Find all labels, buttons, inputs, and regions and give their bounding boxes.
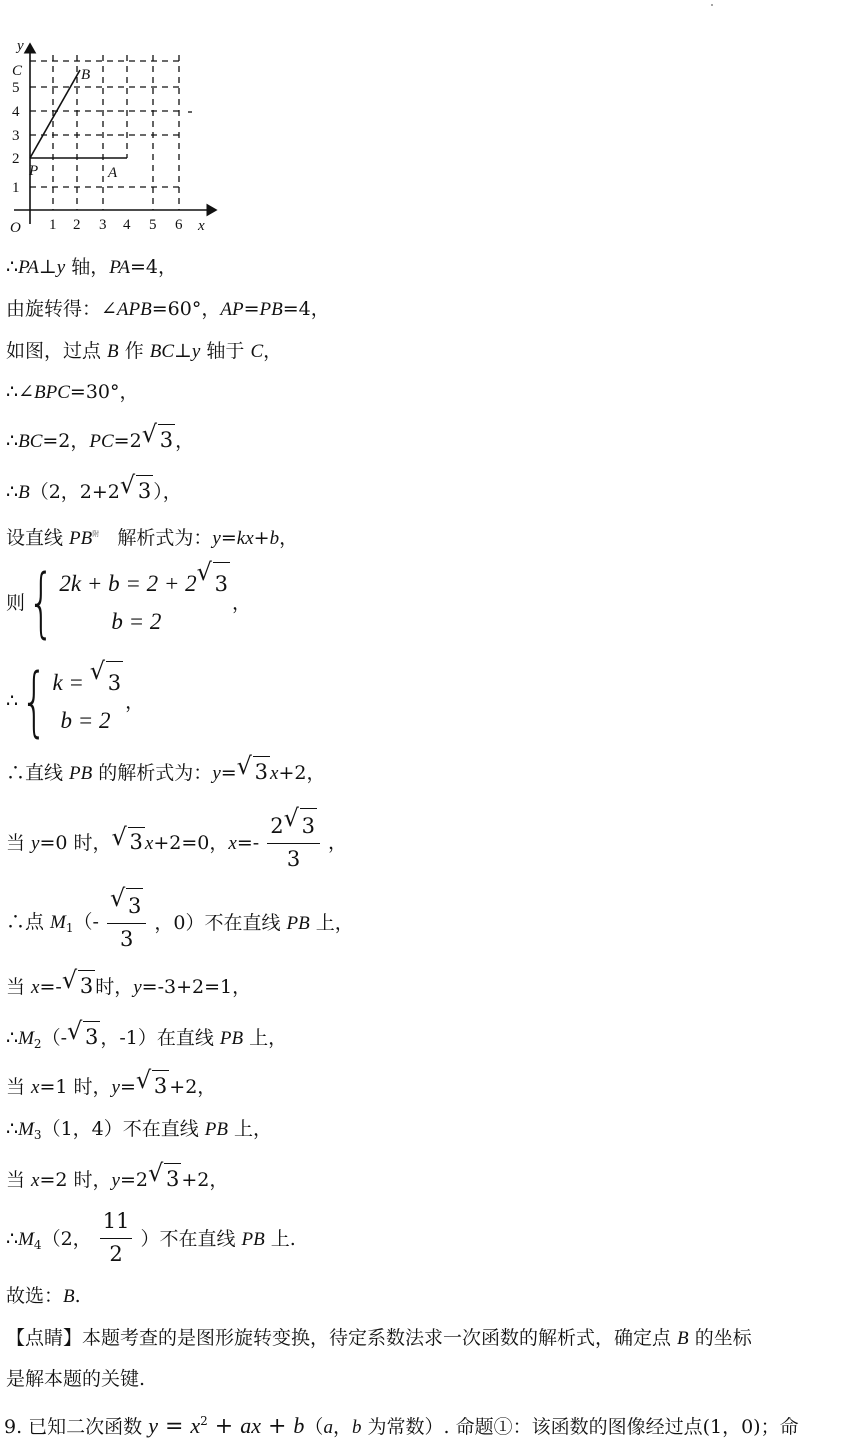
comment-line-2 <box>6 1366 145 1392</box>
math-var: BC <box>149 341 175 362</box>
sqrt-expression: √ 3 <box>110 888 143 921</box>
text-run: ）， <box>153 481 182 503</box>
radicand: 3 <box>83 1021 100 1050</box>
radicand: 3 <box>164 1163 181 1192</box>
text-run: （2， <box>41 1227 92 1250</box>
math-var: B <box>107 341 119 362</box>
text-run: ， <box>332 1416 352 1438</box>
math-var: a <box>323 1417 333 1438</box>
fraction <box>100 1206 133 1269</box>
therefore-symbol: ∴ <box>6 430 19 452</box>
solution-line-7 <box>6 521 298 552</box>
text-run: =4， <box>282 298 330 320</box>
origin-label: O <box>10 220 21 236</box>
sqrt-expression: √ 3 <box>111 823 143 854</box>
y-tick-5: 5 <box>12 80 20 96</box>
text-run: =2， <box>42 430 90 452</box>
solution-line-14 <box>6 1017 288 1057</box>
system-rows <box>52 657 123 740</box>
text-run: （- <box>73 911 99 933</box>
equation-text: b = 2 <box>111 609 162 634</box>
fraction-denominator: 3 <box>286 847 301 871</box>
point-label-a: A <box>108 165 118 181</box>
sqrt-expression: √ 3 <box>119 471 152 503</box>
text-run: =1 时， <box>39 1076 112 1098</box>
therefore-symbol: ∴ <box>6 481 19 503</box>
dashed-grid <box>30 55 192 210</box>
text-run: ∴∠ <box>6 381 35 403</box>
fraction <box>107 884 146 954</box>
text-run: ， <box>263 340 283 362</box>
subscript: 3 <box>33 1128 42 1142</box>
math-var: PB <box>241 1229 265 1250</box>
math-var: y <box>191 341 201 362</box>
text-run: 的解析式为： <box>92 762 213 784</box>
math-var: AP <box>220 299 244 320</box>
subscript: 2 <box>33 1037 42 1051</box>
math-var: B <box>677 1328 689 1349</box>
question-9-line <box>4 1408 799 1441</box>
scan-artifact-mark: 附 <box>92 530 100 538</box>
math-var: x <box>31 1170 40 1191</box>
text-run: = <box>243 298 260 320</box>
text-run: +2， <box>278 762 326 784</box>
x-tick-2: 2 <box>73 217 81 233</box>
math-var: x <box>31 977 40 998</box>
text-run: （1，4）不在直线 <box>41 1118 205 1140</box>
fraction-denominator: 3 <box>119 927 134 951</box>
sqrt-expression: √ 3 <box>90 661 123 702</box>
sqrt-expression: √ 3 <box>141 420 174 452</box>
solution-line-16 <box>6 1116 272 1148</box>
left-brace-icon: { <box>27 556 55 646</box>
comment-line-1 <box>6 1325 752 1352</box>
solution-line-4 <box>6 379 139 406</box>
system-rows <box>59 558 230 641</box>
math-var: PB <box>69 528 93 549</box>
sqrt-expression: √ 3 <box>197 562 230 603</box>
therefore-symbol: ∴ <box>6 1027 19 1049</box>
math-var: y <box>212 528 221 549</box>
text-run: （2，2+2 <box>29 481 120 503</box>
y-tick-3: 3 <box>12 128 20 144</box>
radicand: 3 <box>78 970 95 999</box>
math-var: PB <box>204 1119 228 1140</box>
solution-line-5 <box>6 420 195 455</box>
coordinate-figure <box>4 38 220 238</box>
x-tick-4: 4 <box>123 217 131 233</box>
x-tick-1: 1 <box>49 217 57 233</box>
fraction-numerator <box>107 884 146 924</box>
math-var: y <box>111 1077 120 1098</box>
math-var: M <box>50 912 66 933</box>
text-run: =- <box>39 976 62 998</box>
perp-symbol: ⊥ <box>38 256 57 278</box>
math-var: PB <box>286 912 310 934</box>
coefficient: 2 <box>270 814 284 838</box>
perp-symbol: ⊥ <box>174 340 192 362</box>
text-run: ，-1）在直线 <box>100 1027 220 1049</box>
math-var: b <box>269 528 280 549</box>
y-tick-1: 1 <box>12 180 20 196</box>
math-var: x <box>270 763 279 784</box>
subscript: 1 <box>65 921 74 935</box>
sqrt-expression: √ 3 <box>135 1066 168 1098</box>
text-run: （- <box>41 1027 67 1049</box>
solution-line-12 <box>6 884 354 954</box>
math-var: C <box>250 341 264 362</box>
text-run: 时， <box>95 976 134 998</box>
text-run: =4， <box>129 256 177 278</box>
text-run: 上. <box>264 1228 296 1250</box>
math-var: x <box>144 833 154 854</box>
solution-line-2 <box>6 296 330 323</box>
text-run: ， <box>125 691 145 713</box>
solution-line-3 <box>6 338 282 365</box>
text-run: 当 <box>6 1076 32 1098</box>
text-run: ， <box>232 592 252 614</box>
text-run: 故选： <box>6 1285 64 1307</box>
radicand: 3 <box>300 808 317 841</box>
text-run: = <box>220 762 237 784</box>
text-run: 设直线 <box>6 527 70 549</box>
math-var: x <box>228 833 237 854</box>
y-axis-label: y <box>17 38 24 54</box>
text-run: 是解本题的关键. <box>6 1368 146 1390</box>
system-row-2 <box>52 702 123 740</box>
text-run: 上， <box>243 1027 288 1049</box>
math-var: PB <box>259 299 283 320</box>
text-run: 当 <box>6 976 32 998</box>
math-var: PB <box>69 763 93 784</box>
math-var: APB <box>116 299 152 320</box>
subscript: 4 <box>33 1237 42 1252</box>
therefore-symbol: ∴ <box>6 1118 19 1140</box>
math-var: M <box>18 1119 34 1140</box>
math-var: B <box>18 482 30 503</box>
y-tick-2: 2 <box>12 151 20 167</box>
text-run: 由旋转得：∠ <box>6 298 117 320</box>
point-label-b: B <box>81 67 91 83</box>
text-run: =2 时， <box>39 1169 112 1191</box>
x-tick-3: 3 <box>99 217 107 233</box>
text-run: =-3+2=1， <box>141 976 252 998</box>
math-var: PA <box>109 257 130 278</box>
text-run: +2， <box>169 1076 217 1098</box>
system-row-1 <box>52 657 123 702</box>
text-run: 作 <box>118 340 150 362</box>
text-run: + <box>261 1414 294 1439</box>
math-var: x <box>31 1077 40 1098</box>
system-row-1 <box>59 558 230 603</box>
math-var: kx <box>236 528 254 549</box>
text-run: ∴直线 <box>6 762 70 784</box>
radicand: 3 <box>213 562 230 603</box>
math-var: BPC <box>34 382 70 403</box>
math-var: PA <box>18 257 39 278</box>
math-var: BC <box>18 431 43 452</box>
scan-speck <box>711 4 713 6</box>
text-run: 如图，过点 <box>6 340 108 362</box>
sqrt-expression: √ 3 <box>61 966 94 998</box>
text-run: 【点睛】本题考查的是图形旋转变换，待定系数法求一次函数的解析式，确定点 <box>6 1327 678 1349</box>
radicand: 3 <box>106 661 123 702</box>
text-run: ∴点 <box>6 911 51 933</box>
system-row-2 <box>59 603 230 641</box>
solution-line-17 <box>6 1159 229 1194</box>
segment-pb <box>30 70 80 158</box>
text-run: . <box>74 1285 81 1307</box>
x-tick-5: 5 <box>149 217 157 233</box>
text-run: = <box>119 1076 136 1098</box>
math-var: PC <box>89 431 114 452</box>
equation-system-1 <box>6 556 252 646</box>
solution-line-10 <box>6 752 326 787</box>
text-run: 则 <box>6 592 26 614</box>
text-run: （ <box>304 1416 324 1438</box>
math-var: PB <box>219 1028 244 1049</box>
math-var: y <box>148 1413 158 1438</box>
fraction-numerator <box>267 804 320 844</box>
radicand: 3 <box>152 1070 169 1099</box>
text-run: =0 时， <box>39 832 112 854</box>
sqrt-expression: √ 3 <box>284 808 317 841</box>
math-var: b <box>351 1417 362 1438</box>
text-run: 为常数）. 命题①：该函数的图像经过点(1，0)；命 <box>361 1416 799 1438</box>
math-var: B <box>63 1286 75 1307</box>
point-label-p: P <box>29 163 39 179</box>
solution-line-19 <box>6 1283 81 1310</box>
text-run: ，0）不在直线 <box>154 911 287 934</box>
solution-line-6 <box>6 471 182 506</box>
fraction-numerator: 11 <box>100 1206 133 1239</box>
text-run: 轴， <box>65 256 110 278</box>
solution-line-1 <box>6 254 177 281</box>
therefore-symbol: ∴ <box>6 689 19 712</box>
text-run: ， <box>279 527 299 549</box>
math-var: y <box>212 763 221 784</box>
radicand: 3 <box>126 888 143 921</box>
y-tick-4: 4 <box>12 104 20 120</box>
text-run: =2 <box>119 1169 148 1191</box>
math-var: y <box>31 833 40 854</box>
text-run: 9. 已知二次函数 <box>4 1416 149 1438</box>
radicand: 3 <box>253 756 270 785</box>
text-run: 解析式为： <box>117 527 213 549</box>
therefore-symbol: ∴ <box>6 1227 19 1250</box>
radicand: 3 <box>158 424 175 453</box>
text-run: = <box>157 1414 191 1439</box>
text-run: 上， <box>228 1118 273 1140</box>
text-run: =60°， <box>151 298 221 320</box>
equation-text: k = <box>52 670 90 695</box>
math-var: y <box>56 257 66 278</box>
text-run: + <box>207 1414 241 1439</box>
math-var: y <box>111 1170 120 1191</box>
therefore-symbol: ∴ <box>6 256 19 278</box>
text-run: 当 <box>6 1169 32 1191</box>
math-var: y <box>133 977 142 998</box>
equation-system-2 <box>6 655 145 745</box>
text-run: 当 <box>6 832 32 854</box>
text-run: + <box>253 527 270 549</box>
text-run: ， <box>175 430 195 452</box>
text-run: +2=0， <box>153 832 229 854</box>
radicand: 3 <box>128 827 145 854</box>
superscript: 2 <box>200 1414 208 1428</box>
x-axis-label: x <box>198 218 205 234</box>
math-var: M <box>18 1228 34 1250</box>
text-run: =- <box>236 832 260 854</box>
x-tick-6: 6 <box>175 217 183 233</box>
text-run: 的坐标 <box>688 1327 752 1349</box>
equation-text: 2k + b = 2 + 2 <box>59 571 197 596</box>
equation-text: b = 2 <box>60 708 111 733</box>
text-run: =2 <box>113 430 142 452</box>
fraction <box>267 804 320 874</box>
fraction-denominator: 2 <box>109 1242 123 1266</box>
point-label-c: C <box>12 63 23 79</box>
solution-line-15 <box>6 1066 217 1101</box>
math-var: M <box>18 1028 34 1049</box>
text-run: 上， <box>309 911 354 934</box>
solution-line-18 <box>6 1206 296 1269</box>
sqrt-expression: √ 3 <box>236 752 269 784</box>
sqrt-expression: √ 3 <box>148 1159 180 1191</box>
math-var: b <box>293 1413 305 1438</box>
text-run: 轴于 <box>200 340 251 362</box>
left-brace-icon: { <box>20 655 48 745</box>
text-run: = <box>220 527 237 549</box>
math-var: ax <box>240 1413 261 1438</box>
text-run: ， <box>328 831 348 854</box>
math-var: x <box>190 1413 201 1438</box>
radicand: 3 <box>136 475 153 504</box>
solution-line-11 <box>6 804 348 874</box>
solution-line-13 <box>6 966 252 1001</box>
text-run: ）不在直线 <box>140 1228 242 1250</box>
text-run: =30°， <box>69 381 139 403</box>
text-run: +2， <box>181 1169 229 1191</box>
sqrt-expression: √ 3 <box>66 1017 99 1049</box>
